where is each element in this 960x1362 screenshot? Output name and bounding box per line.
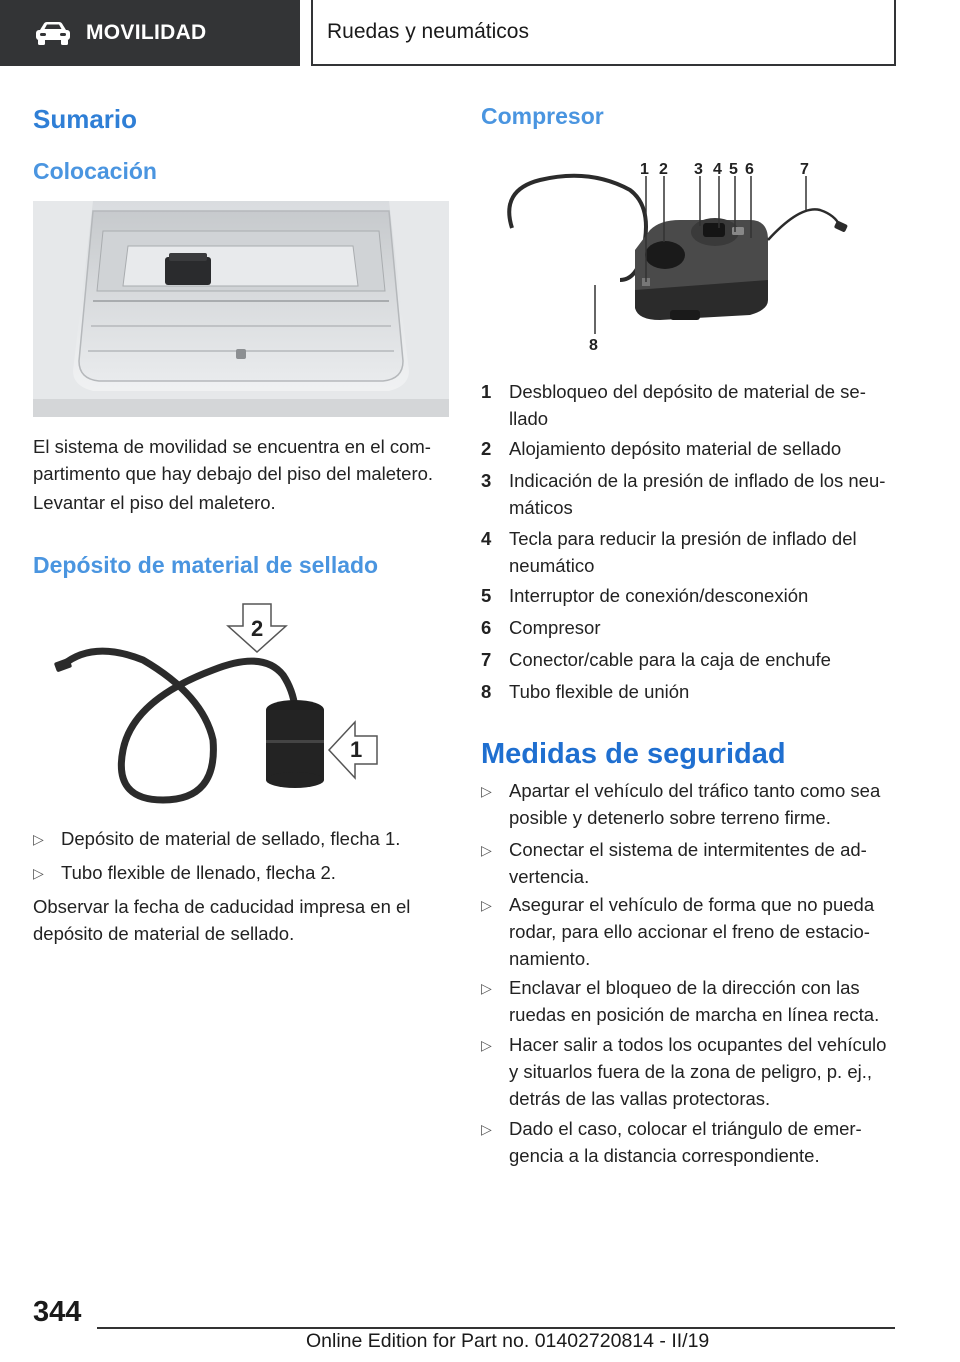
header-chapter-tab xyxy=(311,0,896,66)
legend-item xyxy=(481,582,899,609)
header-section-label: MOVILIDAD xyxy=(86,21,207,44)
edition-note: Online Edition for Part no. 01402720814 - II/19 xyxy=(306,1330,710,1352)
legend-text: Alojamiento depósito material de sellado xyxy=(509,438,842,459)
arrow-1-label: 1 xyxy=(350,737,363,762)
safety-text: Dado el caso, colocar el triángulo de emer-gencia a la distancia correspondiente. xyxy=(509,1118,862,1166)
legend-item xyxy=(481,525,899,579)
callout-8: 8 xyxy=(589,337,598,354)
legend-number: 1 xyxy=(481,381,492,402)
triangle-bullet-icon: ▷ xyxy=(481,980,492,996)
page-number: 344 xyxy=(33,1296,82,1328)
legend-text: Interruptor de conexión/desconexión xyxy=(509,585,809,606)
footer-rule xyxy=(97,1327,895,1329)
legend-text: Indicación de la presión de inflado de los neu-máticos xyxy=(509,470,886,518)
callout-6: 6 xyxy=(745,161,754,178)
legend-item xyxy=(481,378,899,432)
legend-item xyxy=(481,435,899,462)
safety-bullet xyxy=(481,1115,899,1169)
safety-text: Asegurar el vehículo de forma que no pueda rodar, para ello accionar el freno de estacio-namiento. xyxy=(509,894,875,969)
safety-text: Hacer salir a todos los ocupantes del vehículo y situarlos fuera de la zona de peligro, p. ej., detrás de las vallas protectoras. xyxy=(509,1034,887,1109)
title-safety-measures: Medidas de seguridad xyxy=(481,738,786,770)
compressor-illustration xyxy=(500,150,870,360)
safety-text: Apartar el vehículo del tráfico tanto como sea posible y detenerlo sobre terreno firme. xyxy=(509,780,881,828)
subtitle-colocacion: Colocación xyxy=(33,158,157,184)
paragraph-lift-floor: Levantar el piso del maletero. xyxy=(33,492,276,513)
safety-bullet xyxy=(481,836,899,890)
sealant-container-illustration xyxy=(33,600,449,810)
header-chapter-label: Ruedas y neumáticos xyxy=(327,20,529,43)
legend-text: Tubo flexible de unión xyxy=(509,681,690,702)
legend-number: 5 xyxy=(481,585,492,606)
legend-number: 6 xyxy=(481,617,492,638)
safety-bullet xyxy=(481,891,899,972)
triangle-bullet-icon: ▷ xyxy=(481,1037,492,1053)
safety-bullet xyxy=(481,974,899,1028)
bullet-item xyxy=(33,825,449,853)
legend-item xyxy=(481,646,899,673)
legend-number: 2 xyxy=(481,438,492,459)
paragraph-location: El sistema de movilidad se encuentra en el com-partimento que hay debajo del piso del maletero. xyxy=(33,436,434,484)
subtitle-sealant-container: Depósito de material de sellado xyxy=(33,552,379,578)
bullet-text: Tubo flexible de llenado, flecha 2. xyxy=(61,862,336,883)
callout-3: 3 xyxy=(694,161,703,178)
triangle-bullet-icon: ▷ xyxy=(481,897,492,913)
arrow-2-label: 2 xyxy=(251,616,264,641)
legend-item xyxy=(481,467,899,521)
legend-item xyxy=(481,614,899,641)
safety-bullet xyxy=(481,1031,899,1112)
legend-number: 4 xyxy=(481,528,492,549)
bullet-text: Depósito de material de sellado, flecha 1. xyxy=(61,828,401,849)
legend-text: Tecla para reducir la presión de inflado del neumático xyxy=(509,528,857,576)
car-icon xyxy=(34,21,72,45)
callout-2: 2 xyxy=(659,161,668,178)
legend-text: Conector/cable para la caja de enchufe xyxy=(509,649,831,670)
safety-text: Conectar el sistema de intermitentes de ad-vertencia. xyxy=(509,839,867,887)
legend-number: 7 xyxy=(481,649,492,670)
triangle-bullet-icon: ▷ xyxy=(481,783,492,799)
callout-5: 5 xyxy=(729,161,738,178)
callout-7: 7 xyxy=(800,161,809,178)
legend-item xyxy=(481,678,899,705)
triangle-bullet-icon: ▷ xyxy=(33,865,44,881)
safety-text: Enclavar el bloqueo de la dirección con las ruedas en posición de marcha en línea recta. xyxy=(509,977,880,1025)
triangle-bullet-icon: ▷ xyxy=(481,842,492,858)
bullet-item xyxy=(33,859,449,887)
title-sumario: Sumario xyxy=(33,104,138,134)
legend-text: Desbloqueo del depósito de material de se-llado xyxy=(509,381,866,429)
trunk-photo xyxy=(33,201,449,417)
legend-text: Compresor xyxy=(509,617,601,638)
callout-1: 1 xyxy=(640,161,649,178)
triangle-bullet-icon: ▷ xyxy=(481,1121,492,1137)
triangle-bullet-icon: ▷ xyxy=(33,831,44,847)
paragraph-expiry-date: Observar la fecha de caducidad impresa en el depósito de material de sellado. xyxy=(33,896,411,944)
callout-4: 4 xyxy=(713,161,722,178)
legend-number: 8 xyxy=(481,681,492,702)
subtitle-compresor: Compresor xyxy=(481,103,604,129)
header-section-tab xyxy=(0,0,300,66)
safety-bullet xyxy=(481,777,899,831)
legend-number: 3 xyxy=(481,470,492,491)
